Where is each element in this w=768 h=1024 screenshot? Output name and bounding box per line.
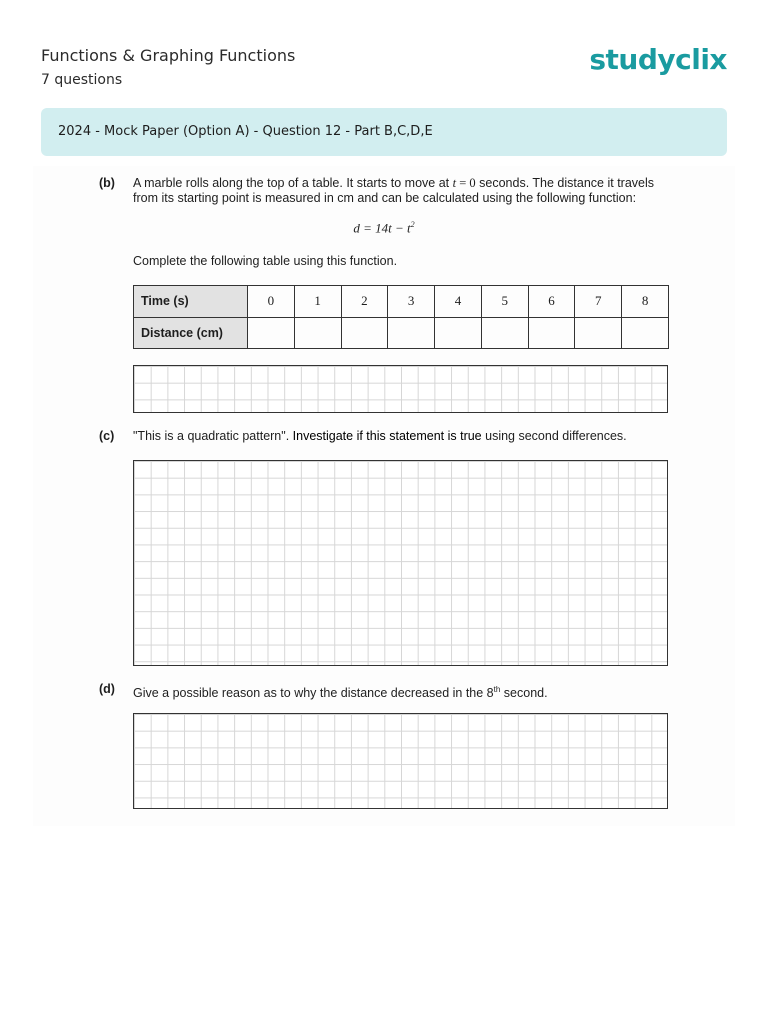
formula-lhs: d = 14t − t	[353, 220, 411, 236]
distance-cell	[622, 317, 669, 349]
distance-cell	[388, 317, 435, 349]
part-d-text-1: Give a possible reason as to why the distance decreased in the 8	[133, 686, 494, 701]
distance-header: Distance (cm)	[134, 317, 248, 349]
time-cell: 5	[481, 286, 528, 318]
part-b-text-2: seconds. The distance it travels from its starting point is measured in cm and can be calculated using the following function:	[133, 176, 655, 205]
time-cell: 7	[575, 286, 622, 318]
time-header: Time (s)	[134, 286, 248, 318]
distance-formula	[0, 220, 768, 236]
time-cell: 4	[435, 286, 482, 318]
part-c-text-2: Investigate if this statement is true	[292, 429, 482, 443]
distance-cell	[435, 317, 482, 349]
table-row-distance	[134, 317, 669, 349]
part-b-text-1: A marble rolls along the top of a table. It starts to move at	[133, 176, 450, 190]
part-d-text-2: second.	[500, 686, 548, 701]
time-cell: 6	[528, 286, 575, 318]
question-source-banner: 2024 - Mock Paper (Option A) - Question 12 - Part B,C,D,E	[41, 108, 727, 156]
part-c-label: (c)	[99, 429, 115, 443]
answer-grid-c	[133, 460, 668, 666]
part-b-text	[133, 176, 673, 206]
distance-cell	[341, 317, 388, 349]
table-row-time	[134, 286, 669, 318]
part-c-text	[133, 429, 673, 444]
time-cell: 2	[341, 286, 388, 318]
time-cell: 3	[388, 286, 435, 318]
part-b-label: (b)	[99, 176, 115, 190]
distance-cell	[294, 317, 341, 349]
part-c-text-3: using second differences.	[481, 429, 627, 443]
part-d-sup: th	[493, 685, 501, 694]
page-title: Functions & Graphing Functions	[41, 46, 296, 65]
question-count: 7 questions	[41, 72, 123, 88]
answer-grid-d	[133, 713, 668, 809]
part-d-label: (d)	[99, 682, 115, 696]
distance-cell	[248, 317, 295, 349]
part-c-text-1: "This is a quadratic pattern".	[133, 429, 293, 443]
part-b-eq-zero: = 0	[456, 176, 476, 190]
distance-cell	[528, 317, 575, 349]
time-cell: 8	[622, 286, 669, 318]
time-distance-table	[133, 285, 669, 349]
distance-cell	[575, 317, 622, 349]
part-b-var-t: t	[452, 176, 457, 190]
part-b-instruction: Complete the following table using this function.	[133, 254, 398, 268]
time-cell: 0	[248, 286, 295, 318]
distance-cell	[481, 317, 528, 349]
studyclix-logo[interactable]: studyclix	[589, 43, 727, 76]
part-d-text	[133, 682, 673, 701]
formula-exponent: 2	[410, 220, 415, 229]
time-cell: 1	[294, 286, 341, 318]
answer-grid-b	[133, 365, 668, 413]
